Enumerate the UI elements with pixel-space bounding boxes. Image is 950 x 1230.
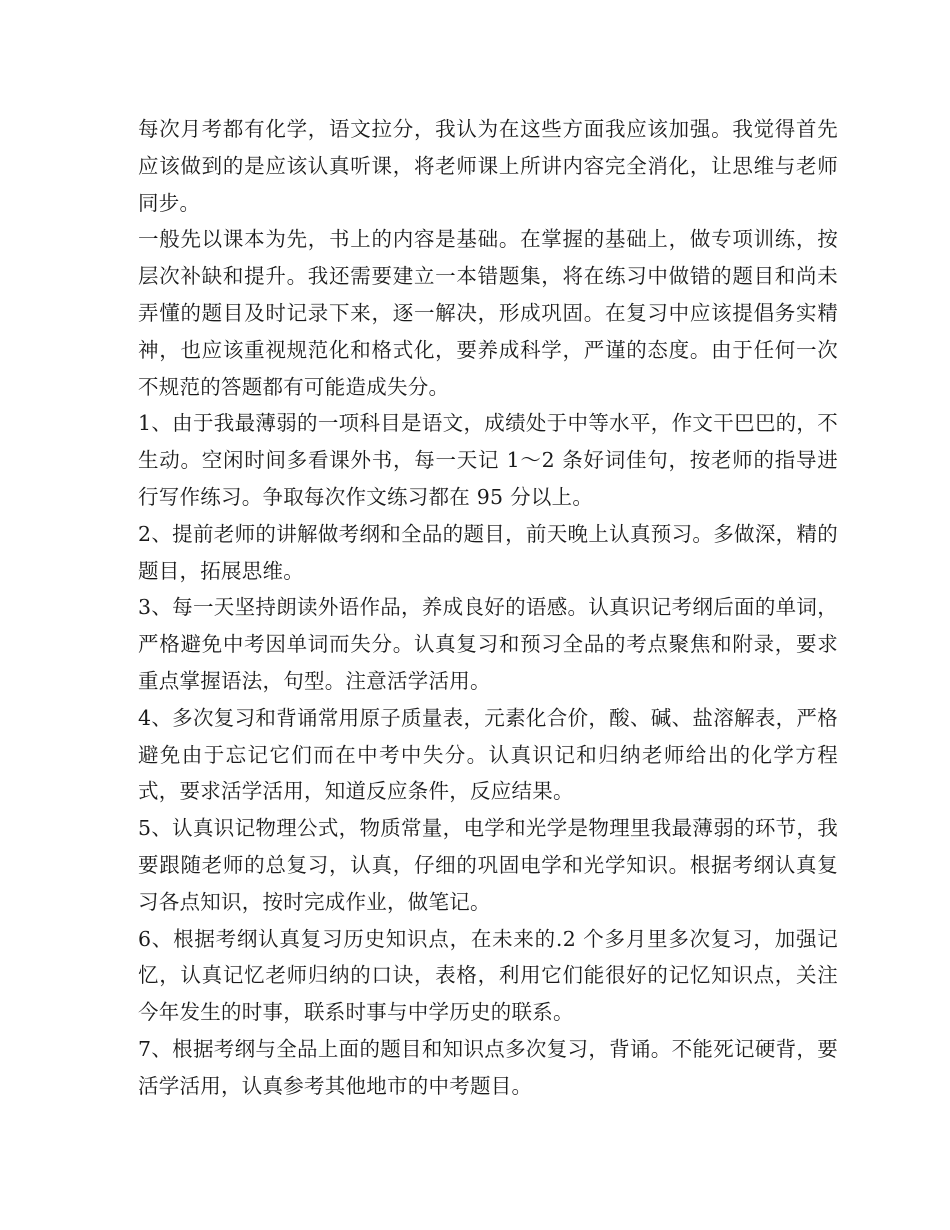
paragraph-item-4-chemistry: 4、多次复习和背诵常用原子质量表，元素化合价，酸、碱、盐溶解表，严格避免由于忘记它们而在中考中失分。认真识记和归纳老师给出的化学方程式，要求活学活用，知道反应条件，反应结果。 (138, 705, 838, 804)
paragraph-item-1-chinese: 1、由于我最薄弱的一项科目是语文，成绩处于中等水平，作文干巴巴的，不生动。空闲时间多看课外书，每一天记 1～2 条好词佳句，按老师的指导进行写作练习。争取每次作文练习都在 95 分以上。 (138, 411, 838, 509)
paragraph-item-3-english: 3、每一天坚持朗读外语作品，养成良好的语感。认真识记考纲后面的单词，严格避免中考因单词而失分。认真复习和预习全品的考点聚焦和附录，要求重点掌握语法，句型。注意活学活用。 (138, 595, 838, 693)
document-body (138, 111, 838, 1105)
paragraph-intro: 每次月考都有化学，语文拉分，我认为在这些方面我应该加强。我觉得首先应该做到的是应该认真听课，将老师课上所讲内容完全消化，让思维与老师同步。 (138, 117, 838, 215)
paragraph-item-7-review: 7、根据考纲与全品上面的题目和知识点多次复习，背诵。不能死记硬背，要活学活用，认真参考其他地市的中考题目。 (138, 1036, 838, 1098)
paragraph-method: 一般先以课本为先，书上的内容是基础。在掌握的基础上，做专项训练，按层次补缺和提升。我还需要建立一本错题集，将在练习中做错的题目和尚未弄懂的题目及时记录下来，逐一解决，形成巩固。在复习中应该提倡务实精神，也应该重视规范化和格式化，要养成科学，严谨的态度。由于任何一次不规范的答题都有可能造成失分。 (138, 227, 838, 399)
paragraph-item-2-math: 2、提前老师的讲解做考纲和全品的题目，前天晚上认真预习。多做深，精的题目，拓展思维。 (138, 521, 838, 583)
paragraph-item-5-physics: 5、认真识记物理公式，物质常量，电学和光学是物理里我最薄弱的环节，我要跟随老师的总复习，认真，仔细的巩固电学和光学知识。根据考纲认真复习各点知识，按时完成作业，做笔记。 (138, 816, 838, 914)
paragraph-item-6-history: 6、根据考纲认真复习历史知识点，在未来的.2 个多月里多次复习，加强记忆，认真记忆老师归纳的口诀，表格，利用它们能很好的记忆知识点，关注今年发生的时事，联系时事与中学历史的联系。 (138, 926, 838, 1025)
